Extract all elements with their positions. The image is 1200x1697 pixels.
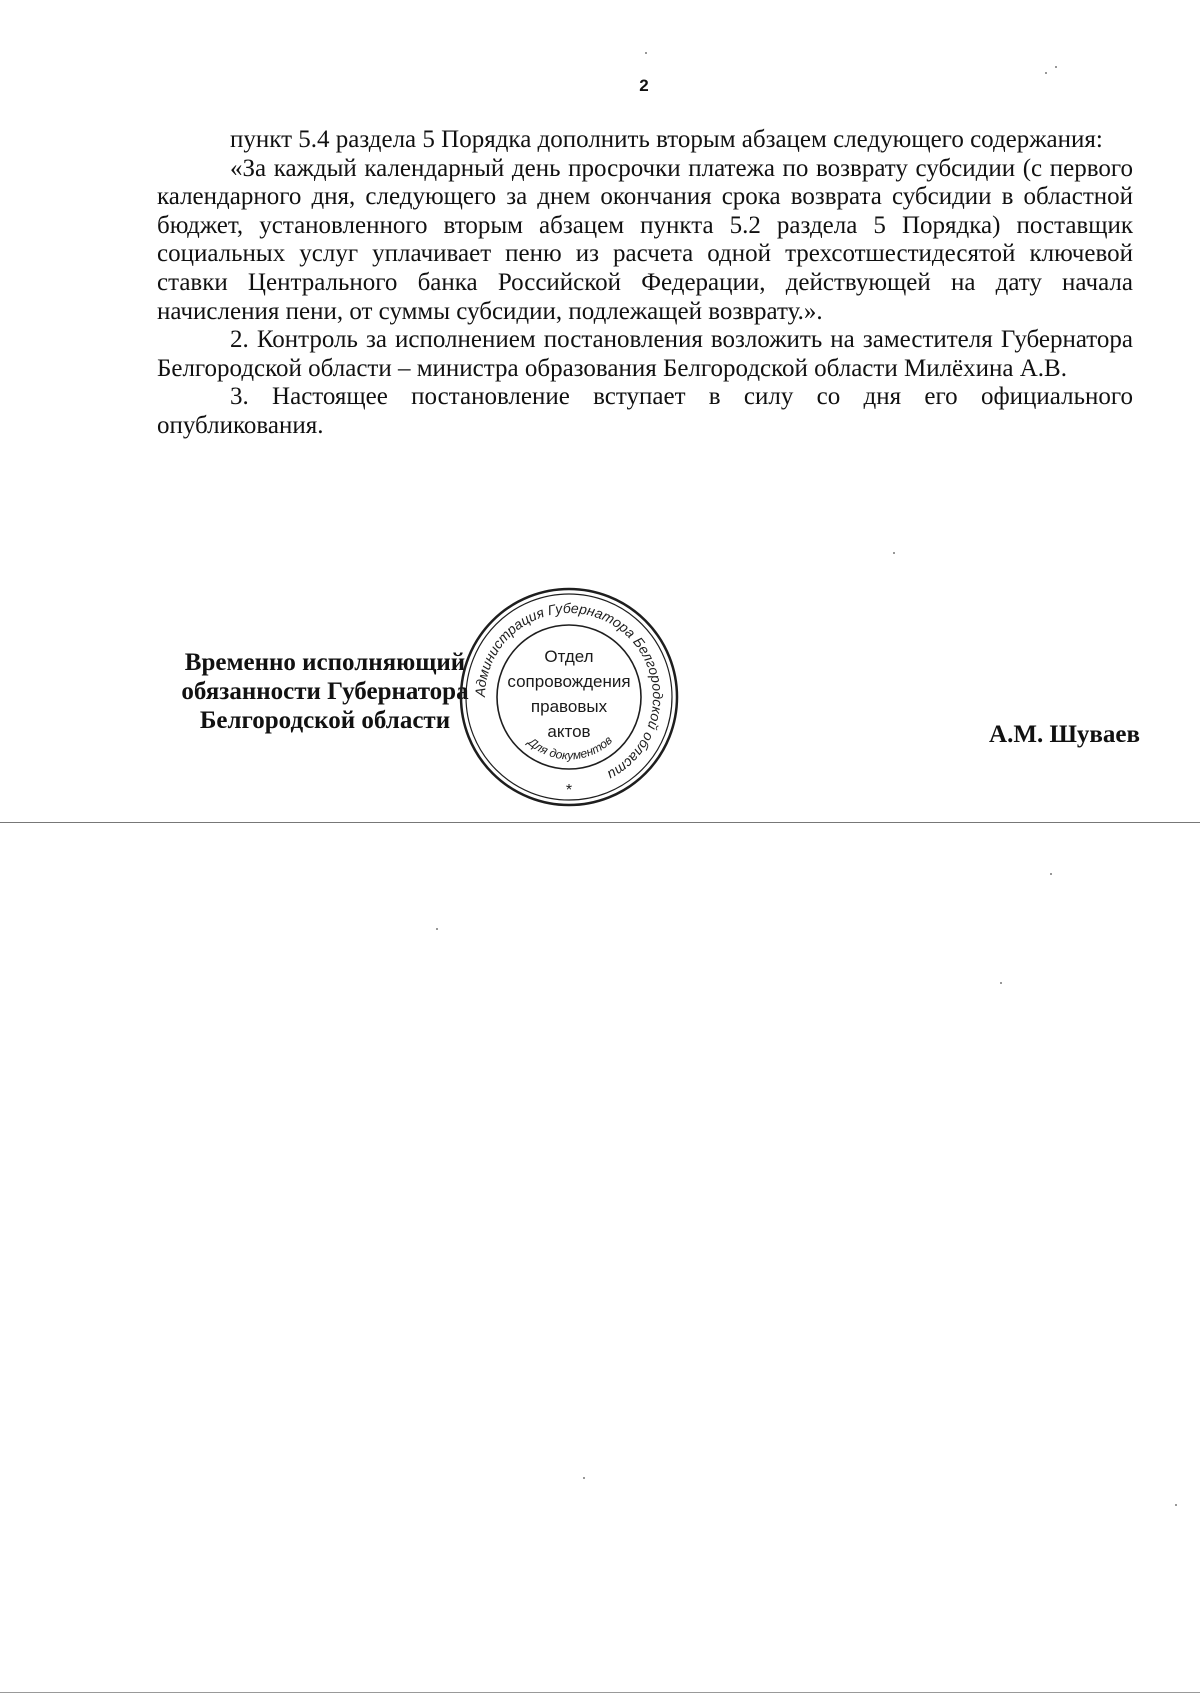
page-fold-line xyxy=(0,822,1200,823)
stamp-center-line: сопровождения xyxy=(507,672,631,691)
stamp-star: * xyxy=(565,782,573,799)
official-stamp xyxy=(457,585,681,809)
scan-speck xyxy=(1050,873,1052,875)
scan-speck xyxy=(436,928,438,930)
stamp-ring-text: Администрация Губернатора Белгородской области xyxy=(471,599,667,784)
scan-speck xyxy=(1055,66,1057,68)
document-body xyxy=(157,126,1133,441)
stamp-bottom-arc-text: Для документов xyxy=(525,733,615,763)
scan-speck xyxy=(1000,982,1002,984)
signatory-position-line: Белгородской области xyxy=(199,707,451,734)
scan-speck xyxy=(1045,72,1047,74)
signatory-name: А.М. Шуваев xyxy=(989,721,1140,748)
stamp-center-line: актов xyxy=(547,722,591,741)
paragraph-amendment-quote: «За каждый календарный день просрочки платежа по возврату субсидии (с первого календарного дня, следующего за днем окончания срока возврата субсидии в областной бюджет, установленного вторым абзацем пункта 5.2 раздела 5 Порядка) поставщик социальных услуг уплачивает пеню из расчета одной трехсотшестидесятой ключевой ставки Центрального банка Российской Федерации, действующей на дату начала начисления пени, от суммы субсидии, подлежащей возврату.». xyxy=(157,154,1133,325)
paragraph-amendment-intro: пункт 5.4 раздела 5 Порядка дополнить вторым абзацем следующего содержания: xyxy=(230,126,1103,153)
page-number: 2 xyxy=(639,76,649,95)
paragraph-effective-date: 3. Настоящее постановление вступает в силу со дня его официального опубликования. xyxy=(157,383,1133,439)
scan-speck xyxy=(893,552,895,554)
signatory-position-line: обязанности Губернатора xyxy=(181,678,469,705)
paragraph-control: 2. Контроль за исполнением постановления возложить на заместителя Губернатора Белгородской области – министра образования Белгородской области Милёхина А.В. xyxy=(157,326,1133,382)
page-bottom-edge xyxy=(0,1692,1200,1693)
scan-speck xyxy=(1175,1504,1177,1506)
stamp-center-line: Отдел xyxy=(544,647,594,666)
signatory-position-line: Временно исполняющий xyxy=(184,649,466,676)
stamp-center-line: правовых xyxy=(530,697,608,716)
scan-speck xyxy=(645,52,647,54)
scan-speck xyxy=(583,1477,585,1479)
signatory-position xyxy=(160,648,490,735)
stamp-center-text xyxy=(490,644,648,744)
